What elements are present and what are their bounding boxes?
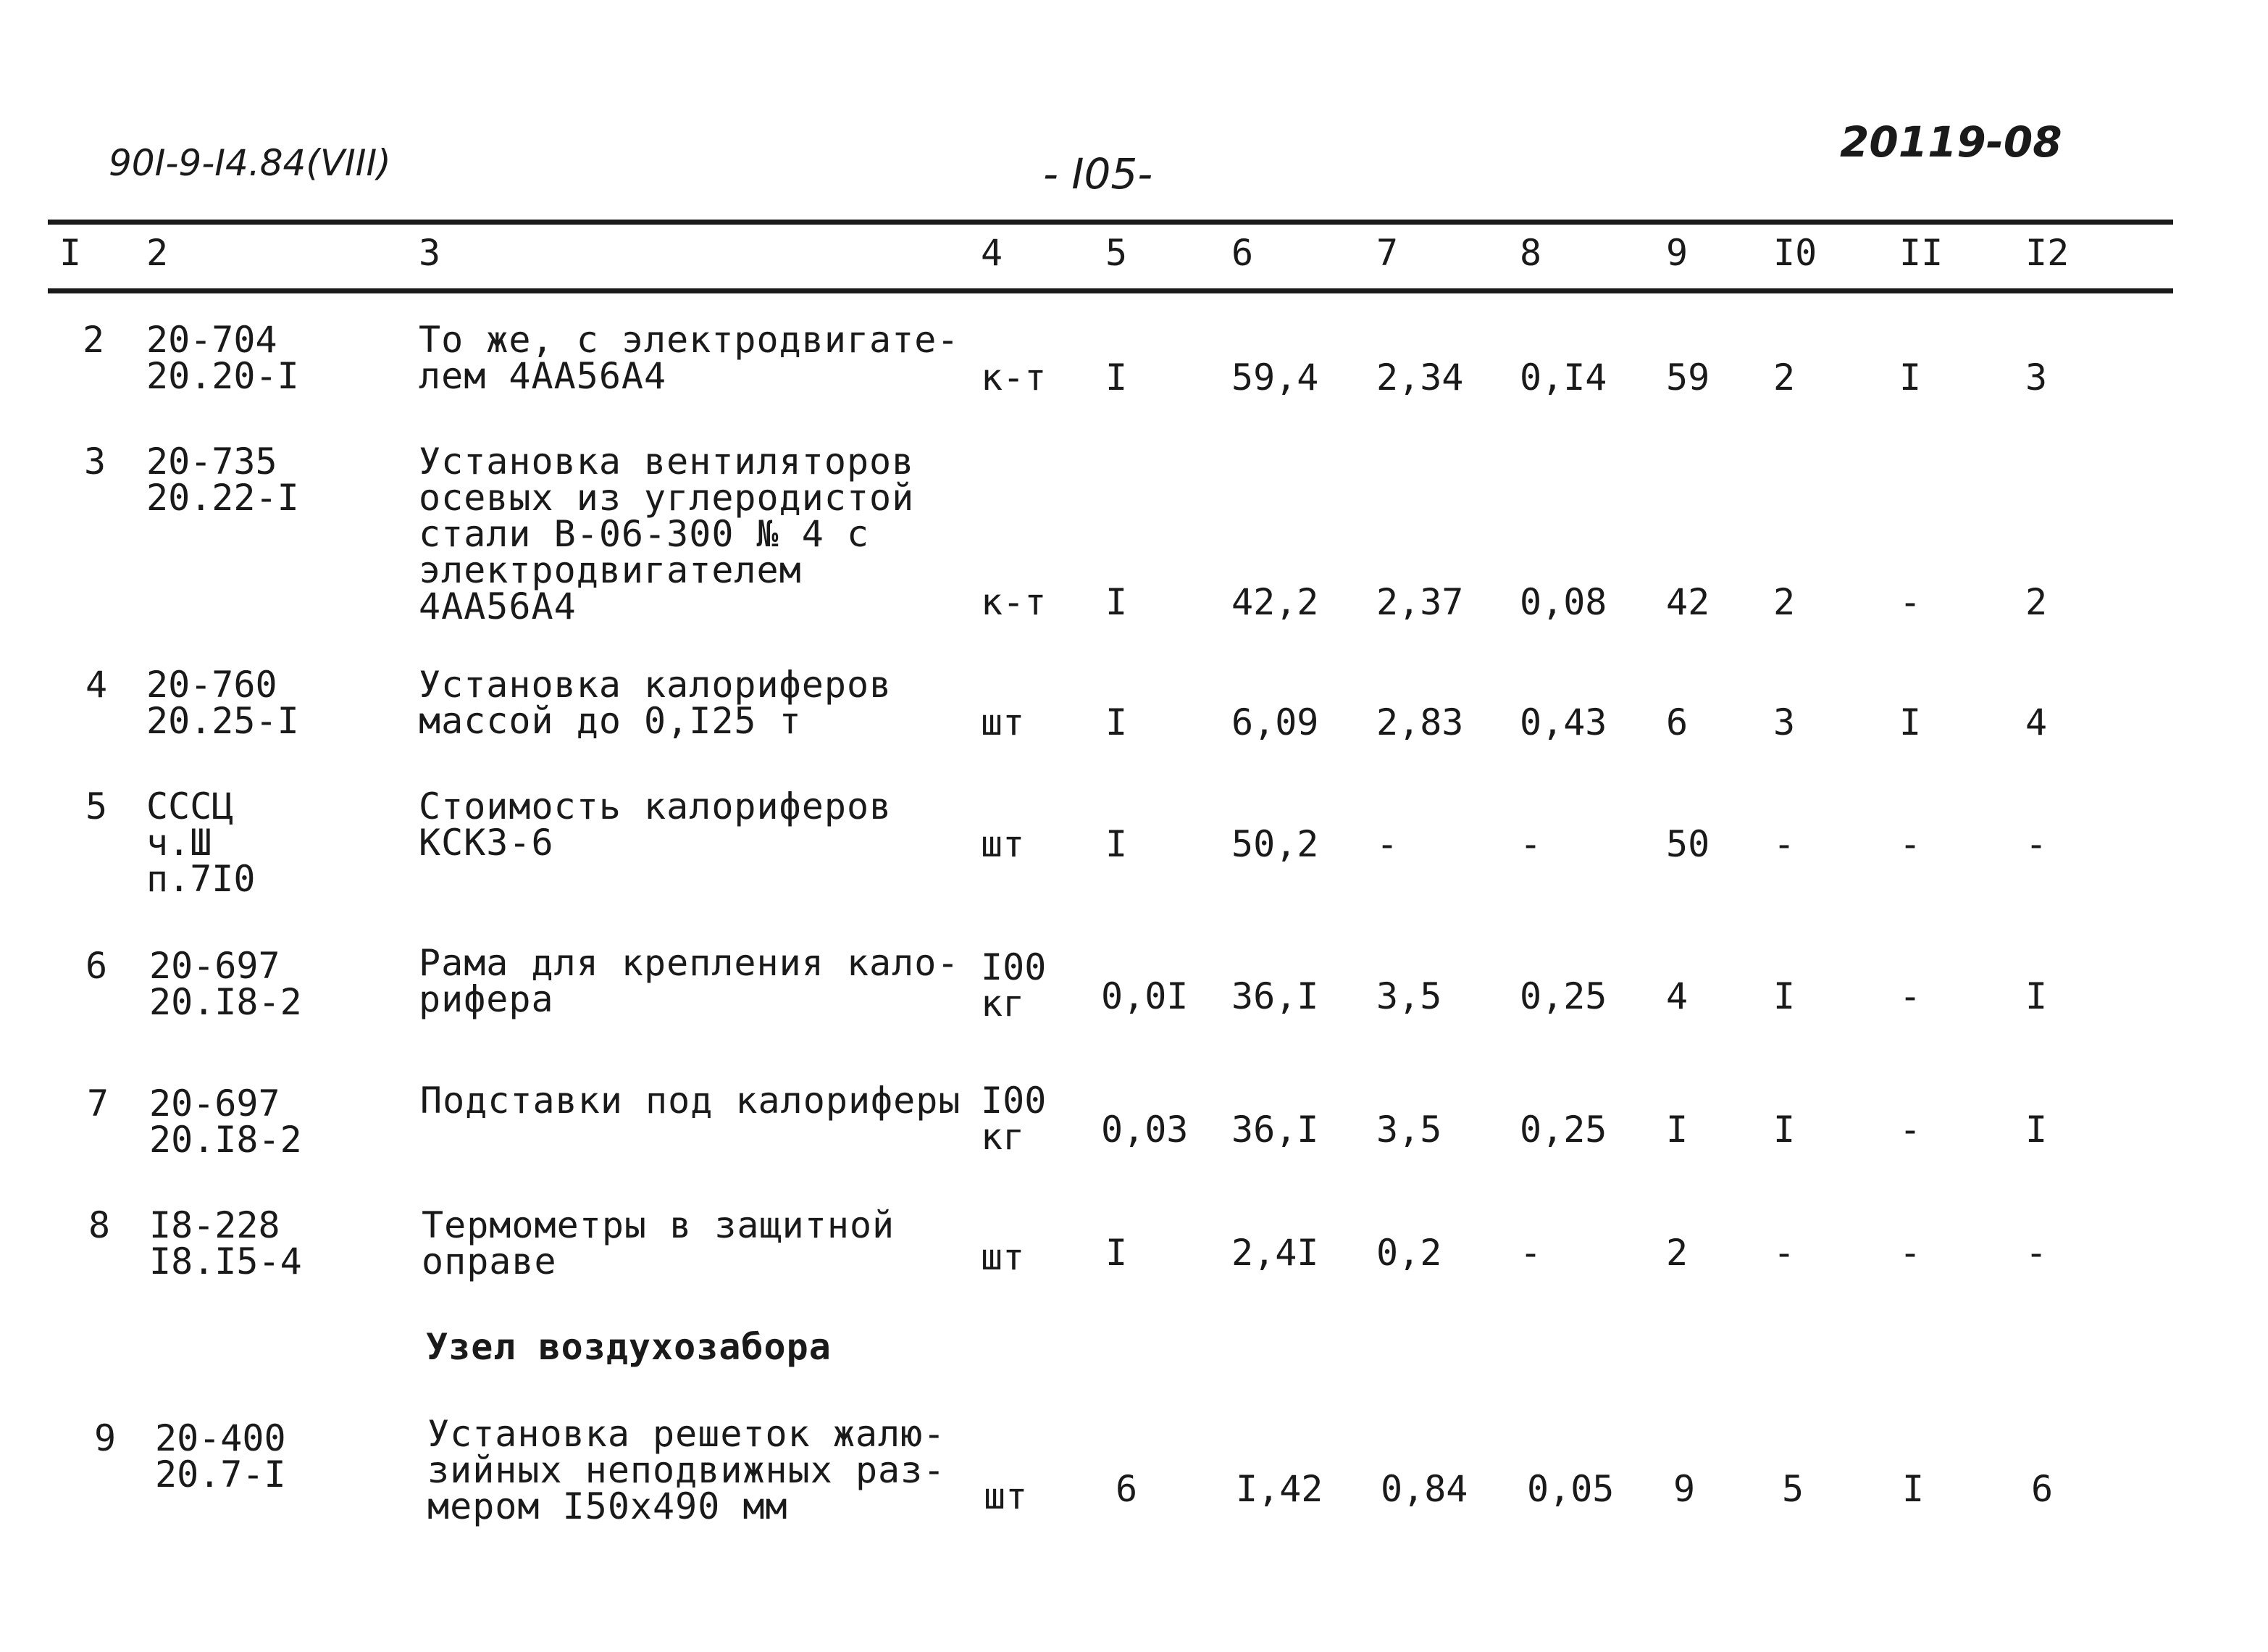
row-code: 20-400 20.7-I — [155, 1417, 286, 1495]
row-code: 20-735 20.22-I — [146, 441, 299, 519]
row-col11: - — [1899, 1232, 1922, 1274]
row-col8: 0,08 — [1520, 581, 1607, 623]
row-col9: 50 — [1666, 823, 1710, 865]
row-col10: I — [1773, 1109, 1796, 1151]
document-code: 90I-9-I4.84(VIII) — [109, 142, 391, 184]
row-col10: - — [1773, 1232, 1796, 1274]
row-col8: 0,05 — [1527, 1468, 1615, 1510]
col-header-1: I — [59, 232, 82, 274]
row-col11: - — [1899, 1109, 1922, 1151]
row-col9: 4 — [1666, 975, 1689, 1017]
row-number: 5 — [85, 785, 108, 827]
row-col12: I — [2025, 975, 2048, 1017]
row-col11: I — [1899, 356, 1922, 399]
col-header-11: II — [1899, 232, 1943, 274]
row-col10: 5 — [1782, 1468, 1804, 1510]
row-col12: I — [2025, 1109, 2048, 1151]
row-col6: 2,4I — [1231, 1232, 1319, 1274]
row-col9: 59 — [1666, 356, 1710, 399]
row-col11: - — [1899, 581, 1922, 623]
row-unit: к-т — [981, 356, 1047, 399]
col-header-3: 3 — [419, 232, 441, 274]
row-description: Установка калориферов массой до 0,I25 т — [419, 664, 892, 742]
row-unit: шт — [981, 701, 1025, 743]
row-col7: 2,83 — [1376, 701, 1464, 743]
row-col8: 0,43 — [1520, 701, 1607, 743]
row-col9: 42 — [1666, 581, 1710, 623]
row-unit: к-т — [981, 581, 1047, 623]
row-col12: 6 — [2031, 1468, 2054, 1510]
row-col10: 2 — [1773, 581, 1796, 623]
row-description: Термометры в защитной оправе — [422, 1204, 895, 1282]
col-header-7: 7 — [1376, 232, 1399, 274]
row-col10: - — [1773, 823, 1796, 865]
row-col8: - — [1520, 1232, 1542, 1274]
row-col6: 36,I — [1231, 1109, 1319, 1151]
row-number: 8 — [88, 1204, 111, 1246]
row-col7: 3,5 — [1376, 975, 1442, 1017]
row-col9: 6 — [1666, 701, 1689, 743]
row-unit: шт — [981, 823, 1025, 865]
row-col11: I — [1902, 1468, 1925, 1510]
row-col8: 0,25 — [1520, 975, 1607, 1017]
col-header-2: 2 — [146, 232, 169, 274]
row-col9: 2 — [1666, 1232, 1689, 1274]
row-description: Подставки под калориферы — [420, 1080, 961, 1122]
row-col12: - — [2025, 1232, 2048, 1274]
row-code: 20-697 20.I8-2 — [149, 1082, 302, 1161]
row-qty: 6 — [1116, 1468, 1138, 1510]
row-code: 20-697 20.I8-2 — [149, 945, 302, 1023]
row-description: Установка вентиляторов осевых из углеродистой стали В-06-300 № 4 с электродвигателем 4АА56А4 — [419, 441, 915, 627]
row-col12: - — [2025, 823, 2048, 865]
row-unit: I00 кг — [981, 1080, 1047, 1158]
row-description: Установка решеток жалю- зийных неподвижных раз- мером I50х490 мм — [427, 1413, 946, 1527]
row-qty: 0,03 — [1101, 1109, 1189, 1151]
row-col8: - — [1520, 823, 1542, 865]
row-col7: 3,5 — [1376, 1109, 1442, 1151]
row-col12: 2 — [2025, 581, 2048, 623]
row-col12: 4 — [2025, 701, 2048, 743]
row-number: 6 — [85, 945, 108, 987]
row-qty: I — [1105, 1232, 1128, 1274]
section-title: Узел воздухозабора — [426, 1326, 832, 1368]
row-col6: 42,2 — [1231, 581, 1319, 623]
row-col7: 2,34 — [1376, 356, 1464, 399]
row-qty: I — [1105, 581, 1128, 623]
row-description: Стоимость калориферов КСК3-6 — [419, 785, 892, 864]
row-col7: 2,37 — [1376, 581, 1464, 623]
row-col11: I — [1899, 701, 1922, 743]
row-qty: I — [1105, 823, 1128, 865]
col-header-4: 4 — [981, 232, 1003, 274]
row-col7: 0,2 — [1376, 1232, 1442, 1274]
row-number: 4 — [85, 664, 108, 706]
row-col11: - — [1899, 975, 1922, 1017]
row-col7: 0,84 — [1381, 1468, 1468, 1510]
row-description: Рама для крепления кало- рифера — [419, 942, 960, 1020]
row-description: То же, с электродвигате- лем 4АА56А4 — [419, 319, 960, 397]
row-col6: 50,2 — [1231, 823, 1319, 865]
col-header-10: I0 — [1773, 232, 1817, 274]
row-col6: I,42 — [1236, 1468, 1323, 1510]
row-code: 20-760 20.25-I — [146, 664, 299, 742]
row-col10: 3 — [1773, 701, 1796, 743]
reference-code: 20119-08 — [1840, 117, 2062, 167]
col-header-8: 8 — [1520, 232, 1542, 274]
page-number: - I05- — [1043, 149, 1153, 199]
col-header-9: 9 — [1666, 232, 1689, 274]
row-col7: - — [1376, 823, 1399, 865]
row-code: 20-704 20.20-I — [146, 319, 299, 397]
row-col6: 59,4 — [1231, 356, 1319, 399]
row-col8: 0,I4 — [1520, 356, 1607, 399]
row-unit: шт — [981, 1236, 1025, 1278]
col-header-5: 5 — [1105, 232, 1128, 274]
row-number: 7 — [87, 1082, 109, 1125]
row-qty: 0,0I — [1101, 975, 1189, 1017]
row-code: I8-228 I8.I5-4 — [149, 1204, 302, 1282]
row-qty: I — [1105, 701, 1128, 743]
header-rule — [48, 288, 2173, 293]
row-code: СССЦ ч.Ш п.7I0 — [146, 785, 256, 900]
row-col11: - — [1899, 823, 1922, 865]
row-qty: I — [1105, 356, 1128, 399]
col-header-6: 6 — [1231, 232, 1254, 274]
row-col9: 9 — [1673, 1468, 1696, 1510]
row-col8: 0,25 — [1520, 1109, 1607, 1151]
top-rule — [48, 220, 2173, 225]
col-header-12: I2 — [2025, 232, 2070, 274]
row-col9: I — [1666, 1109, 1689, 1151]
row-col12: 3 — [2025, 356, 2048, 399]
row-col6: 36,I — [1231, 975, 1319, 1017]
row-number: 9 — [94, 1417, 117, 1459]
row-col6: 6,09 — [1231, 701, 1319, 743]
row-number: 3 — [84, 441, 106, 483]
row-col10: I — [1773, 975, 1796, 1017]
row-unit: I00 кг — [981, 946, 1047, 1025]
row-col10: 2 — [1773, 356, 1796, 399]
row-unit: шт — [984, 1475, 1028, 1517]
row-number: 2 — [83, 319, 105, 361]
